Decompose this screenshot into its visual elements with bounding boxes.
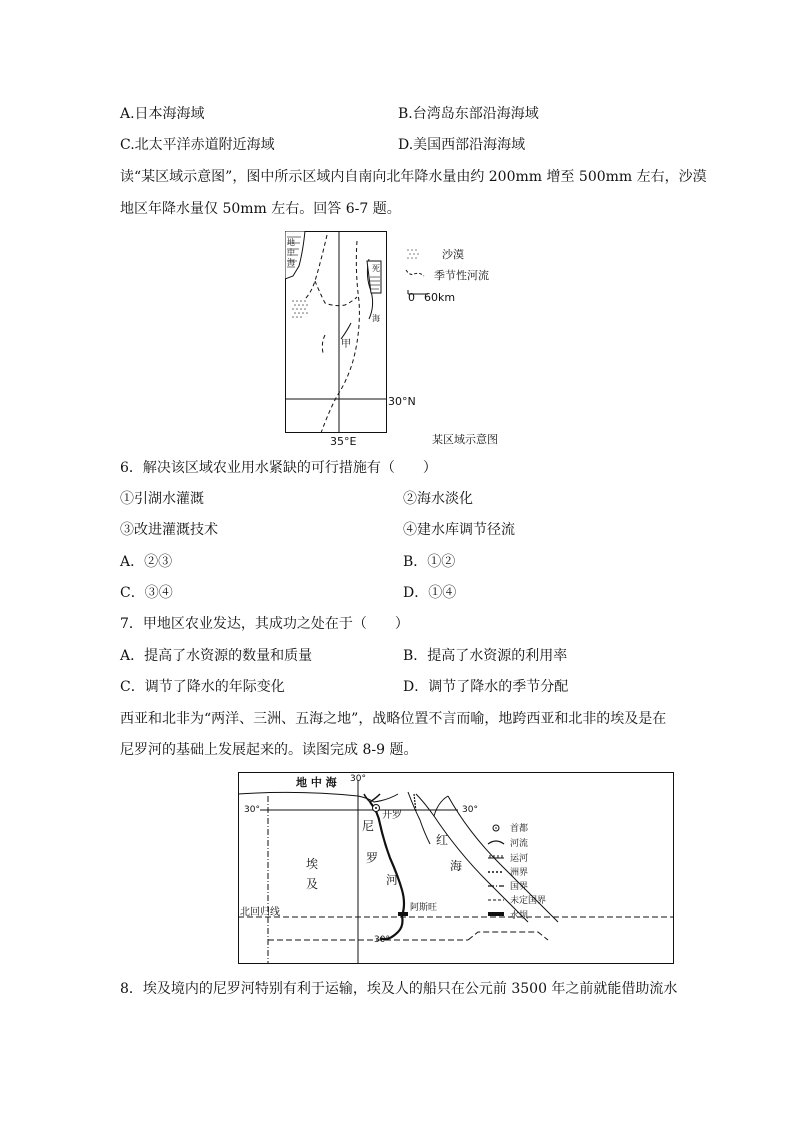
q6-item-2: ②海水淡化 xyxy=(403,491,473,507)
legend-national-border-label: 国界 xyxy=(510,882,529,892)
map1-sea-right-1: 死 xyxy=(372,264,380,273)
egypt-map xyxy=(238,772,674,964)
map1-lon-label: 35°E xyxy=(330,435,357,448)
map2-tropic: 北回归线 xyxy=(240,907,280,918)
q5-option-a: A.日本海海域 xyxy=(120,106,205,122)
q7-option-a: A．提高了水资源的数量和质量 xyxy=(120,648,313,664)
intro1-line1: 读“某区域示意图”，图中所示区域内自南向北年降水量由约 200mm 增至 500mm 左右，沙漠 xyxy=(120,169,707,185)
map1-scale-value: 60km xyxy=(424,291,456,304)
q6-item-4: ④建水库调节径流 xyxy=(403,522,515,538)
q6-option-c: C．③④ xyxy=(120,585,173,601)
legend-river-label: 河流 xyxy=(510,839,529,849)
map1-lat-label: 30°N xyxy=(388,395,416,408)
q7-option-d: D．调节了降水的季节分配 xyxy=(403,679,569,695)
q7-option-b: B．提高了水资源的利用率 xyxy=(403,648,568,664)
q5-option-b: B.台湾岛东部沿海海域 xyxy=(398,106,539,122)
map1-caption: 某区域示意图 xyxy=(432,433,498,446)
map2-aswan: 阿斯旺 xyxy=(410,903,438,913)
q6-option-d: D．①④ xyxy=(403,585,457,601)
map1-sea-left-1: 地 xyxy=(287,238,295,247)
map2-mediterranean: 地 中 海 xyxy=(296,776,337,789)
map1-sea-left-2: 中 xyxy=(287,248,295,257)
map2-redsea-1: 红 xyxy=(436,833,449,847)
q6-option-b: B．①② xyxy=(403,554,456,570)
q7-option-c: C．调节了降水的年际变化 xyxy=(120,679,285,695)
aswan-dam-icon xyxy=(398,912,408,916)
map2-lon30-bottom: 30° xyxy=(374,935,390,945)
map2-lat30-right: 30° xyxy=(462,805,478,815)
q6-option-a: A．②③ xyxy=(120,554,173,570)
q6-stem: 6．解决该区域农业用水紧缺的可行措施有（ ） xyxy=(120,460,437,476)
legend-continent-border-label: 洲界 xyxy=(510,868,529,878)
q8-stem: 8．埃及境内的尼罗河特别有利于运输，埃及人的船只在公元前 3500 年之前就能借助流水 xyxy=(120,981,678,997)
q5-option-d: D.美国西部沿海海域 xyxy=(398,137,526,153)
map1-sea-left-3: 海 xyxy=(287,258,295,267)
map1-legend-desert: 沙漠 xyxy=(442,248,464,261)
seasonal-river-legend-icon xyxy=(406,270,424,276)
map1-sea-right-2: 海 xyxy=(372,314,380,323)
legend-dam-label: 水坝 xyxy=(510,911,529,921)
regional-map-1 xyxy=(285,231,387,433)
desert-legend-icon xyxy=(407,249,419,259)
map2-egypt-1: 埃 xyxy=(306,857,319,871)
map2-cairo: 开罗 xyxy=(382,810,402,821)
legend-canal-label: 运河 xyxy=(510,854,529,864)
intro2-line1: 西亚和北非为“两洋、三洲、五海之地”，战略位置不言而喻，地跨西亚和北非的埃及是在 xyxy=(120,711,667,727)
q5-option-c: C.北太平洋赤道附近海域 xyxy=(120,137,275,153)
intro1-line2: 地区年降水量仅 50mm 左右。回答 6-7 题。 xyxy=(120,201,401,217)
map2-lat30-left: 30° xyxy=(244,805,260,815)
map2-egypt-2: 及 xyxy=(306,877,319,891)
map2-redsea-2: 海 xyxy=(450,859,463,873)
legend-capital-label: 首都 xyxy=(510,824,529,834)
legend-dam-icon xyxy=(488,912,504,916)
legend-undetermined-border-label: 未定国界 xyxy=(510,896,547,906)
map2-lon30-top: 30° xyxy=(350,774,366,784)
q6-item-1: ①引湖水灌溉 xyxy=(120,491,204,507)
q6-item-3: ③改进灌溉技术 xyxy=(120,522,218,538)
map1-scale-zero: 0 xyxy=(408,291,415,304)
map1-place-jia: 甲 xyxy=(341,339,351,350)
map2-nile-1: 尼 xyxy=(362,819,375,833)
map2-nile-3: 河 xyxy=(386,873,399,887)
map2-nile-2: 罗 xyxy=(366,851,379,865)
map1-legend-river: 季节性河流 xyxy=(434,269,489,282)
intro2-line2: 尼罗河的基础上发展起来的。读图完成 8-9 题。 xyxy=(120,742,418,758)
q7-stem: 7．甲地区农业发达，其成功之处在于（ ） xyxy=(120,616,409,632)
